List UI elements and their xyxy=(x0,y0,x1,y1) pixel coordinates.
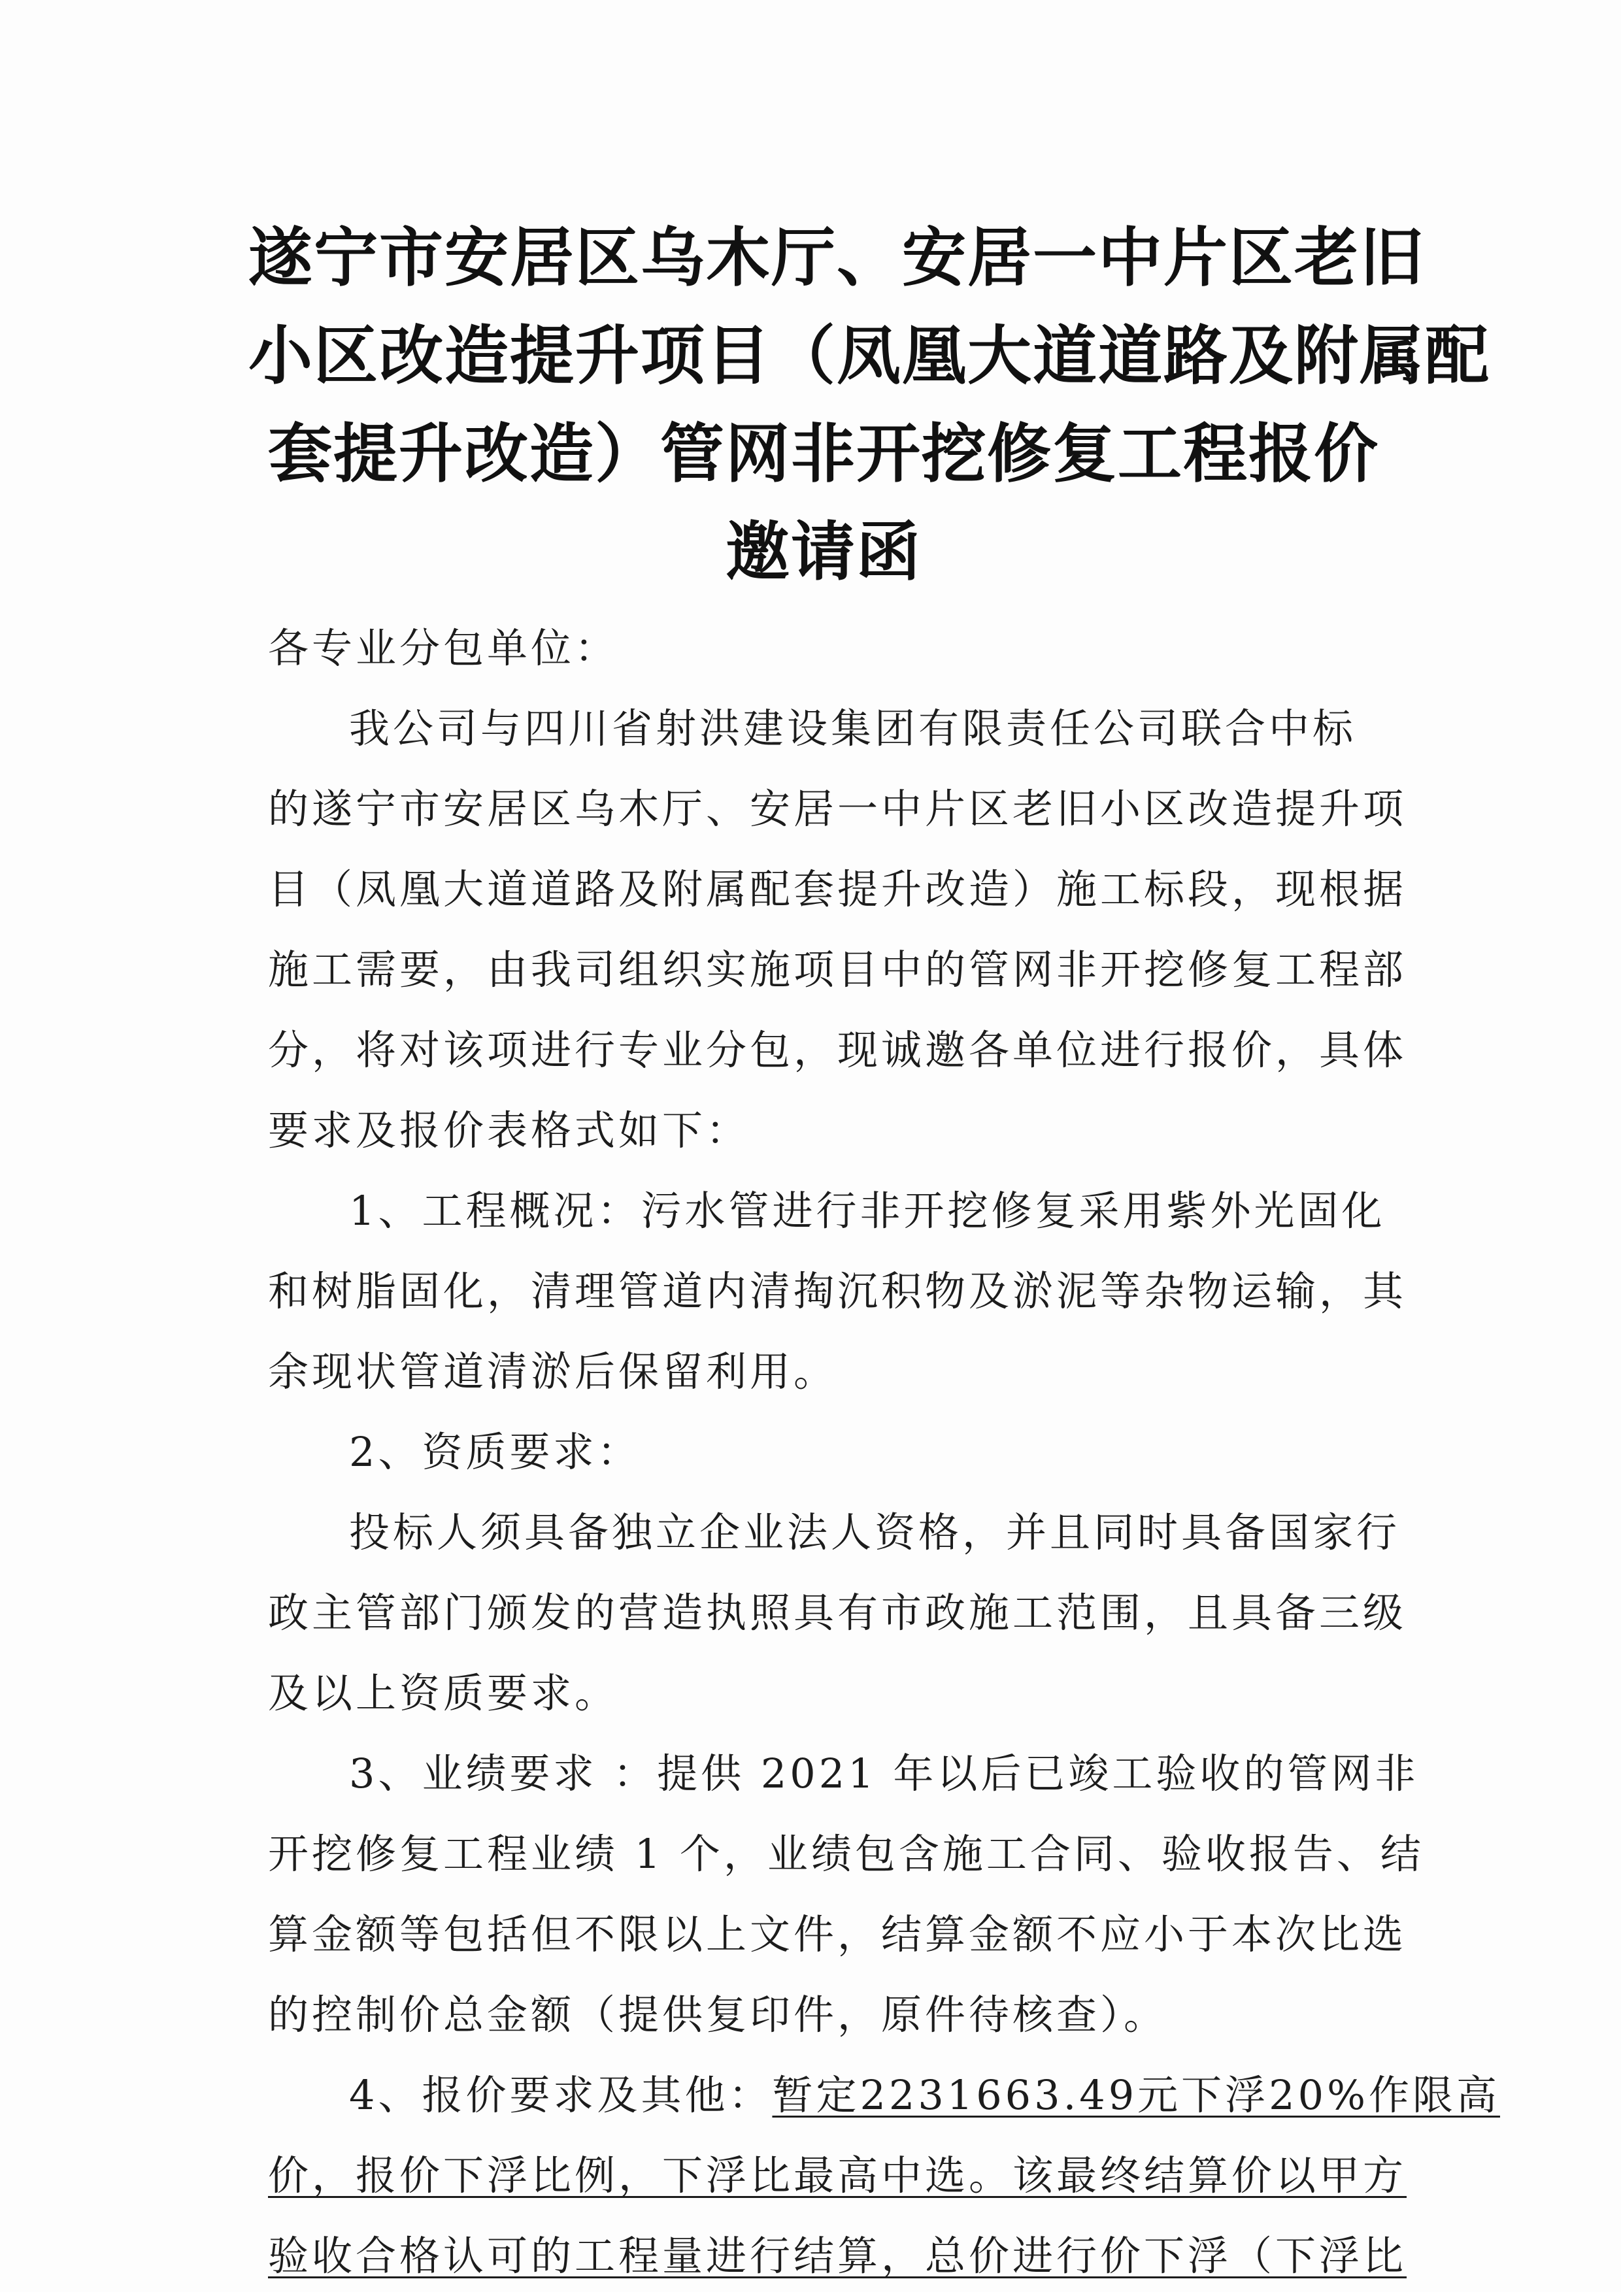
intro-line-5: 分，将对该项进行专业分包，现诚邀各单位进行报价，具体 xyxy=(268,1026,1407,1074)
section1-line-2: 和树脂固化，清理管道内清掏沉积物及淤泥等杂物运输，其 xyxy=(268,1267,1407,1315)
section4-underlined-2: 价，报价下浮比例，下浮比最高中选。该最终结算价以甲方 xyxy=(268,2152,1407,2199)
intro-line-2: 的遂宁市安居区乌木厅、安居一中片区老旧小区改造提升项 xyxy=(268,785,1407,833)
section2-line-2: 政主管部门颁发的营造执照具有市政施工范围，且具备三级 xyxy=(268,1589,1407,1637)
intro-line-4: 施工需要，由我司组织实施项目中的管网非开挖修复工程部 xyxy=(268,946,1407,993)
intro-line-1: 我公司与四川省射洪建设集团有限责任公司联合中标 xyxy=(349,705,1357,752)
section1-line-3: 余现状管道清淤后保留利用。 xyxy=(268,1348,838,1395)
section4-line-1 xyxy=(268,2055,1500,2135)
section2-line-1: 投标人须具备独立企业法人资格，并且同时具备国家行 xyxy=(349,1508,1401,1556)
salutation: 各专业分包单位： xyxy=(268,624,619,672)
section2-heading: 2、资质要求： xyxy=(349,1428,641,1476)
section4-underlined-1: 暂定2231663.49元下浮20%作限高 xyxy=(772,2071,1500,2119)
section4-underlined-3: 验收合格认可的工程量进行结算，总价进行价下浮（下浮比 xyxy=(268,2232,1407,2280)
title-line-4: 邀请函 xyxy=(725,515,922,590)
document-title xyxy=(248,209,1491,601)
intro-line-6: 要求及报价表格式如下： xyxy=(268,1106,750,1154)
section3-line-2: 开挖修复工程业绩 1 个，业绩包含施工合同、验收报告、结 xyxy=(268,1830,1424,1878)
title-line-2: 小区改造提升项目（凤凰大道道路及附属配 xyxy=(248,319,1491,393)
section3-line-1: 3、业绩要求 ：提供 2021 年以后已竣工验收的管网非 xyxy=(349,1750,1419,1797)
section3-line-4: 的控制价总金额（提供复印件，原件待核查）。 xyxy=(268,1991,1168,2038)
section1-line-1: 1、工程概况：污水管进行非开挖修复采用紫外光固化 xyxy=(349,1187,1386,1235)
document-body xyxy=(268,608,1500,2296)
section3-line-3: 算金额等包括但不限以上文件，结算金额不应小于本次比选 xyxy=(268,1910,1407,1958)
intro-line-3: 目（凤凰大道道路及附属配套提升改造）施工标段，现根据 xyxy=(268,865,1407,913)
title-line-3: 套提升改造）管网非开挖修复工程报价 xyxy=(267,417,1379,491)
section4-prefix: 4、报价要求及其他： xyxy=(349,2071,773,2119)
title-line-1: 遂宁市安居区乌木厅、安居一中片区老旧 xyxy=(248,221,1426,295)
section2-line-3: 及以上资质要求。 xyxy=(268,1669,619,1717)
